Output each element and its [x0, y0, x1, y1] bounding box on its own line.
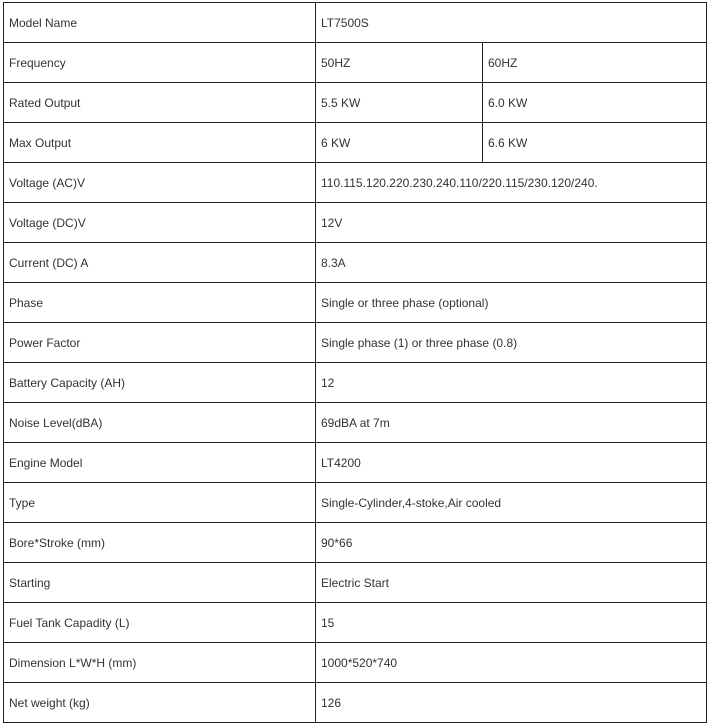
spec-value-cell: 8.3A — [316, 243, 707, 283]
spec-label-cell: Voltage (AC)V — [4, 163, 316, 203]
spec-label-cell: Phase — [4, 283, 316, 323]
spec-label-cell: Rated Output — [4, 83, 316, 123]
spec-value-cell: 12V — [316, 203, 707, 243]
table-row — [4, 683, 707, 723]
spec-label-cell: Current (DC) A — [4, 243, 316, 283]
spec-value-cell: Single or three phase (optional) — [316, 283, 707, 323]
spec-value-50hz-cell: 50HZ — [316, 43, 483, 83]
table-row — [4, 243, 707, 283]
spec-label-cell: Battery Capacity (AH) — [4, 363, 316, 403]
spec-value-cell: Electric Start — [316, 563, 707, 603]
spec-value-60hz-cell: 6.6 KW — [483, 123, 707, 163]
table-row — [4, 83, 707, 123]
spec-value-50hz-cell: 5.5 KW — [316, 83, 483, 123]
spec-value-cell: LT4200 — [316, 443, 707, 483]
spec-label-cell: Engine Model — [4, 443, 316, 483]
spec-label-cell: Model Name — [4, 3, 316, 43]
table-row — [4, 323, 707, 363]
spec-label-cell: Voltage (DC)V — [4, 203, 316, 243]
spec-value-60hz-cell: 60HZ — [483, 43, 707, 83]
spec-value-cell: 110.115.120.220.230.240.110/220.115/230.120/240. — [316, 163, 707, 203]
spec-table — [3, 2, 707, 723]
spec-value-cell: 69dBA at 7m — [316, 403, 707, 443]
spec-value-cell: 126 — [316, 683, 707, 723]
table-row — [4, 43, 707, 83]
spec-value-50hz-cell: 6 KW — [316, 123, 483, 163]
table-row — [4, 123, 707, 163]
table-row — [4, 523, 707, 563]
table-row — [4, 363, 707, 403]
spec-label-cell: Frequency — [4, 43, 316, 83]
table-row — [4, 403, 707, 443]
table-row — [4, 563, 707, 603]
spec-label-cell: Net weight (kg) — [4, 683, 316, 723]
spec-value-60hz-cell: 6.0 KW — [483, 83, 707, 123]
table-row — [4, 643, 707, 683]
spec-label-cell: Type — [4, 483, 316, 523]
spec-label-cell: Bore*Stroke (mm) — [4, 523, 316, 563]
table-row — [4, 603, 707, 643]
spec-value-cell: LT7500S — [316, 3, 707, 43]
spec-label-cell: Power Factor — [4, 323, 316, 363]
table-row — [4, 443, 707, 483]
spec-label-cell: Max Output — [4, 123, 316, 163]
spec-value-cell: 90*66 — [316, 523, 707, 563]
table-row — [4, 3, 707, 43]
spec-label-cell: Fuel Tank Capadity (L) — [4, 603, 316, 643]
spec-value-cell: Single-Cylinder,4-stoke,Air cooled — [316, 483, 707, 523]
spec-label-cell: Noise Level(dBA) — [4, 403, 316, 443]
spec-value-cell: 12 — [316, 363, 707, 403]
table-row — [4, 483, 707, 523]
spec-value-cell: 1000*520*740 — [316, 643, 707, 683]
table-row — [4, 283, 707, 323]
spec-value-cell: 15 — [316, 603, 707, 643]
spec-label-cell: Starting — [4, 563, 316, 603]
table-row — [4, 203, 707, 243]
spec-table-body — [4, 3, 707, 723]
spec-value-cell: Single phase (1) or three phase (0.8) — [316, 323, 707, 363]
table-row — [4, 163, 707, 203]
spec-label-cell: Dimension L*W*H (mm) — [4, 643, 316, 683]
